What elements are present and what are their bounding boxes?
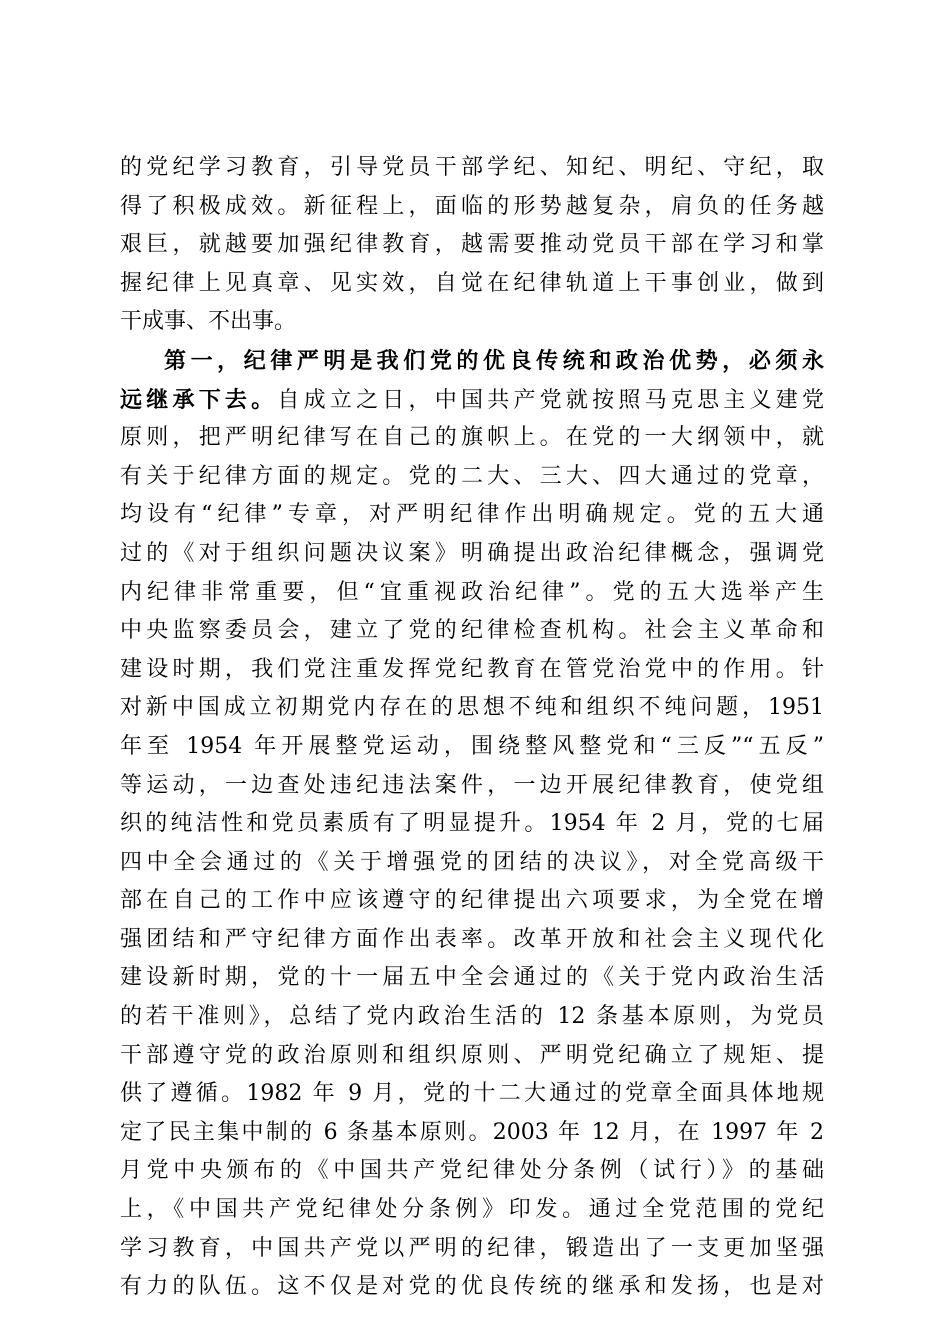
text-line: 定了民主集中制的 6 条基本原则。2003 年 12 月，在 1997 年 2 — [120, 1119, 824, 1145]
text-line: 干部遵守党的政治原则和组织原则、严明党纪确立了规矩、提 — [120, 1042, 824, 1068]
text-line: 有关于纪律方面的规定。党的二大、三大、四大通过的党章， — [120, 463, 824, 489]
text-line: 建设新时期，党的十一届五中全会通过的《关于党内政治生活 — [120, 965, 824, 991]
text-line: 握纪律上见真章、见实效，自觉在纪律轨道上干事创业，做到 — [120, 270, 824, 296]
text-line: 的党纪学习教育，引导党员干部学纪、知纪、明纪、守纪，取 — [120, 155, 824, 180]
text-line: 部在自己的工作中应该遵守的纪律提出六项要求，为全党在增 — [120, 888, 824, 914]
text-fragment: 自成立之日，中国共产党就按照马克思主义建党 — [277, 387, 824, 413]
text-line: 年至 1954 年开展整党运动，围绕整风整党和“三反”“五反” — [120, 733, 824, 759]
text-line: 对新中国成立初期党内存在的思想不纯和组织不纯问题，1951 — [120, 695, 824, 721]
text-line: 四中全会通过的《关于增强党的团结的决议》，对全党高级干 — [120, 849, 824, 875]
text-line: 建设时期，我们党注重发挥党纪教育在管党治党中的作用。针 — [120, 656, 824, 682]
text-line: 学习教育，中国共产党以严明的纪律，锻造出了一支更加坚强 — [120, 1235, 824, 1261]
text-line: 上，《中国共产党纪律处分条例》印发。通过全党范围的党纪 — [120, 1197, 824, 1223]
text-line: 月党中央颁布的《中国共产党纪律处分条例（试行）》的基础 — [120, 1158, 824, 1184]
text-line: 过的《对于组织问题决议案》明确提出政治纪律概念，强调党 — [120, 540, 824, 566]
text-line: 均设有“纪律”专章，对严明纪律作出明确规定。党的五大通 — [120, 502, 824, 528]
heading-continuation: 远继承下去。 — [120, 386, 278, 413]
paragraph-2 — [120, 342, 824, 1307]
text-line: 干成事、不出事。 — [120, 309, 297, 335]
text-line: 织的纯洁性和党员素质有了明显提升。1954 年 2 月，党的七届 — [120, 811, 824, 837]
text-line: 强团结和严守纪律方面作出表率。改革开放和社会主义现代化 — [120, 926, 824, 952]
text-line: 中央监察委员会，建立了党的纪律检查机构。社会主义革命和 — [120, 618, 824, 644]
text-line: 原则，把严明纪律写在自己的旗帜上。在党的一大纲领中，就 — [120, 425, 824, 451]
text-line — [120, 381, 824, 420]
text-line: 等运动，一边查处违纪违法案件，一边开展纪律教育，使党组 — [120, 772, 824, 798]
text-line: 艰巨，就越要加强纪律教育，越需要推动党员干部在学习和掌 — [120, 232, 824, 258]
paragraph-1 — [120, 149, 824, 342]
text-line: 内纪律非常重要，但“宜重视政治纪律”。党的五大选举产生 — [120, 579, 824, 605]
document-body — [120, 149, 824, 1307]
text-line: 的若干准则》，总结了党内政治生活的 12 条基本原则，为党员 — [120, 1004, 824, 1030]
paragraph-heading: 第一，纪律严明是我们党的优良传统和政治优势，必须永 — [164, 347, 824, 374]
text-line: 供了遵循。1982 年 9 月，党的十二大通过的党章全面具体地规 — [120, 1081, 824, 1107]
text-line: 得了积极成效。新征程上，面临的形势越复杂，肩负的任务越 — [120, 193, 824, 219]
text-line: 有力的队伍。这不仅是对党的优良传统的继承和发扬，也是对 — [120, 1274, 824, 1300]
